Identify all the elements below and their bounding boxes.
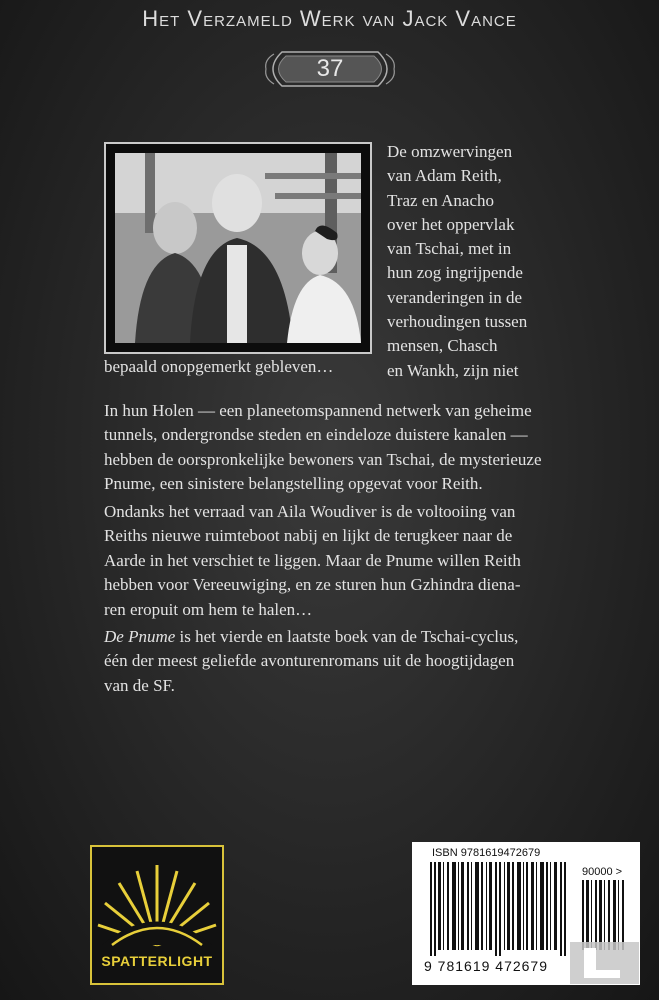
text-line: hebben voor Vereeuwiging, en ze sturen hun Gzhindra diena- <box>104 575 521 595</box>
publisher-logo <box>90 845 224 985</box>
volume-number: 37 <box>316 55 344 82</box>
text-line: Ondanks het verraad van Aila Woudiver is de voltooiing van <box>104 502 516 521</box>
text-line: De omzwervingen <box>387 142 513 161</box>
publisher-name: SPATTERLIGHT <box>101 953 213 969</box>
watermark-logo <box>570 942 639 984</box>
text-line: veranderingen in de <box>387 287 522 307</box>
author-photo-frame <box>104 142 372 354</box>
text-line: Traz en Anacho <box>387 190 495 210</box>
text-line: van Tschai, met in <box>387 239 512 259</box>
addon-barcode <box>580 880 630 950</box>
intro-text <box>387 140 617 383</box>
price-addon-text: 90000 > <box>582 866 623 878</box>
isbn-text: ISBN 9781619472679 <box>432 847 541 859</box>
text-line: Reiths nieuwe ruimteboot nabij en lijkt de terugkeer naar de <box>104 526 513 546</box>
text-line: hebben de oorspronkelijke bewoners van Tschai, de mysterieuze <box>104 449 542 469</box>
text-line: tunnels, ondergrondse steden en eindeloze duistere kanalen — <box>104 425 528 445</box>
text-line: over het oppervlak <box>387 214 515 234</box>
text-line: van de SF. <box>104 675 175 695</box>
series-title: Het Verzameld Werk van Jack Vance <box>142 6 517 31</box>
paragraph-pnume <box>104 625 609 698</box>
paragraph-holen <box>104 399 609 497</box>
text-line <box>104 625 609 649</box>
text-line: en Wankh, zijn niet <box>387 360 519 380</box>
text-line: één der meest geliefde avonturenromans uit de hoogtijdagen <box>104 651 515 671</box>
ean-digits: 9 781619 472679 <box>424 958 548 974</box>
text-line: hun zog ingrijpende <box>387 263 523 283</box>
text-line: Pnume, een sinistere belangstelling opgevat voor Reith. <box>104 474 483 494</box>
text-line: In hun Holen — een planeetomspannend netwerk van geheime <box>104 401 532 420</box>
book-title: De Pnume <box>104 627 176 646</box>
volume-number-badge <box>262 48 398 90</box>
text-line: ren eropuit om hem te halen… <box>104 599 313 619</box>
ean-barcode <box>426 862 572 956</box>
text-line: verhoudingen tussen <box>387 312 528 332</box>
text-span: is het vierde en laatste boek van de Tschai-cyclus, <box>175 627 519 646</box>
paragraph-verraad <box>104 500 609 622</box>
author-photo <box>115 153 361 343</box>
intro-continuation: bepaald onopgemerkt gebleven… <box>104 357 334 376</box>
text-line: Aarde in het verschiet te liggen. Maar de Pnume willen Reith <box>104 550 521 570</box>
text-line: mensen, Chasch <box>387 336 498 356</box>
text-line: van Adam Reith, <box>387 166 502 186</box>
